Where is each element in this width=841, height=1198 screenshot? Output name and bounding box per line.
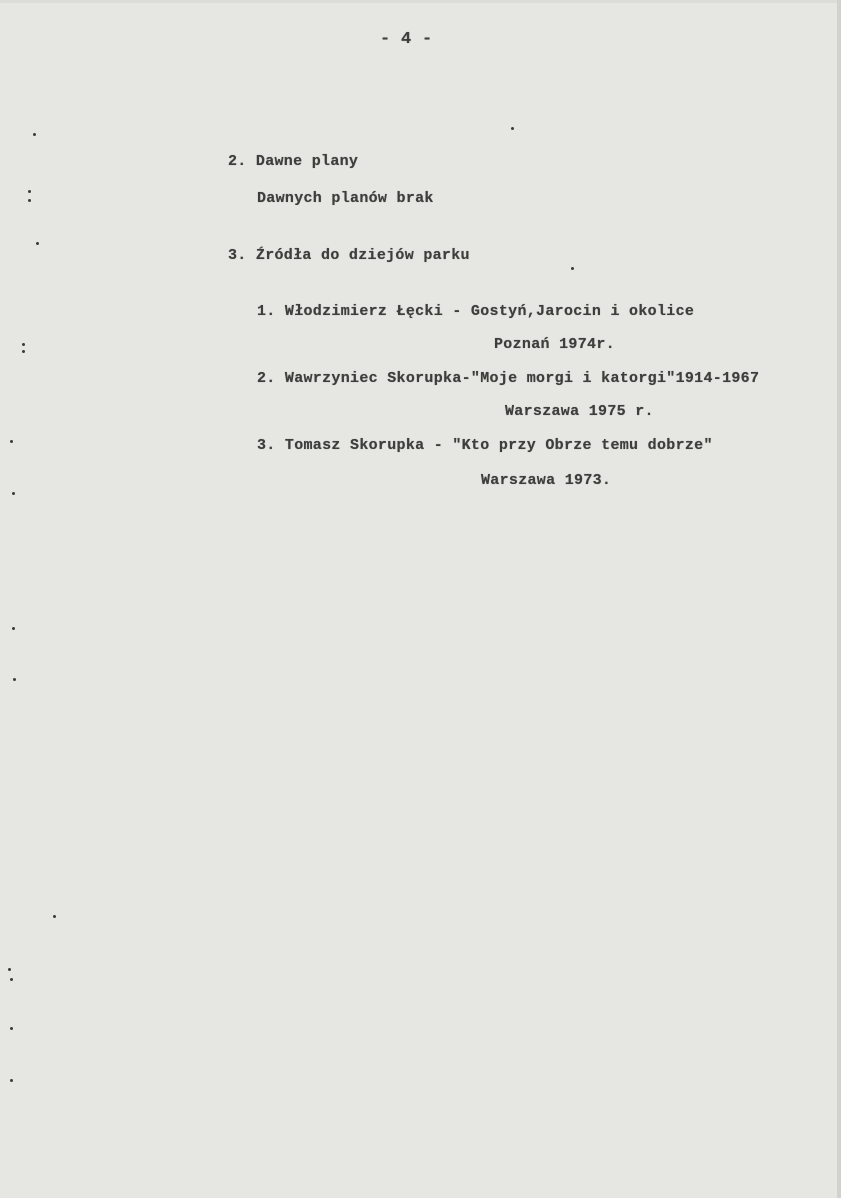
paper-speck [10,1079,13,1082]
paper-speck [571,267,574,270]
source-item-1-publication: Poznań 1974r. [494,336,615,353]
paper-speck [36,242,39,245]
page-right-edge [837,0,841,1198]
source-item-3-author-title: 3. Tomasz Skorupka - "Kto przy Obrze temu dobrze" [257,437,713,454]
paper-speck [10,978,13,981]
paper-speck [22,343,25,346]
paper-speck [10,1027,13,1030]
paper-speck [12,627,15,630]
paper-speck [13,678,16,681]
paper-speck [28,199,31,202]
section-heading-old-plans: 2. Dawne plany [228,153,359,170]
paper-speck [33,133,36,136]
page-number: - 4 - [380,30,433,49]
source-item-2-author-title: 2. Wawrzyniec Skorupka-"Moje morgi i katorgi"1914-1967 [257,370,760,387]
source-item-3-publication: Warszawa 1973. [481,472,612,489]
paper-speck [8,968,11,971]
paper-speck [10,440,13,443]
paper-speck [28,190,31,193]
paper-speck [511,127,514,130]
paper-speck [53,915,56,918]
paper-speck [12,492,15,495]
section-heading-sources: 3. Źródła do dziejów parku [228,247,470,264]
page-top-edge [0,0,841,3]
paper-speck [22,350,25,353]
source-item-1-author-title: 1. Włodzimierz Łęcki - Gostyń,Jarocin i okolice [257,303,695,320]
source-item-2-publication: Warszawa 1975 r. [505,403,654,420]
section-text-old-plans: Dawnych planów brak [257,190,434,207]
